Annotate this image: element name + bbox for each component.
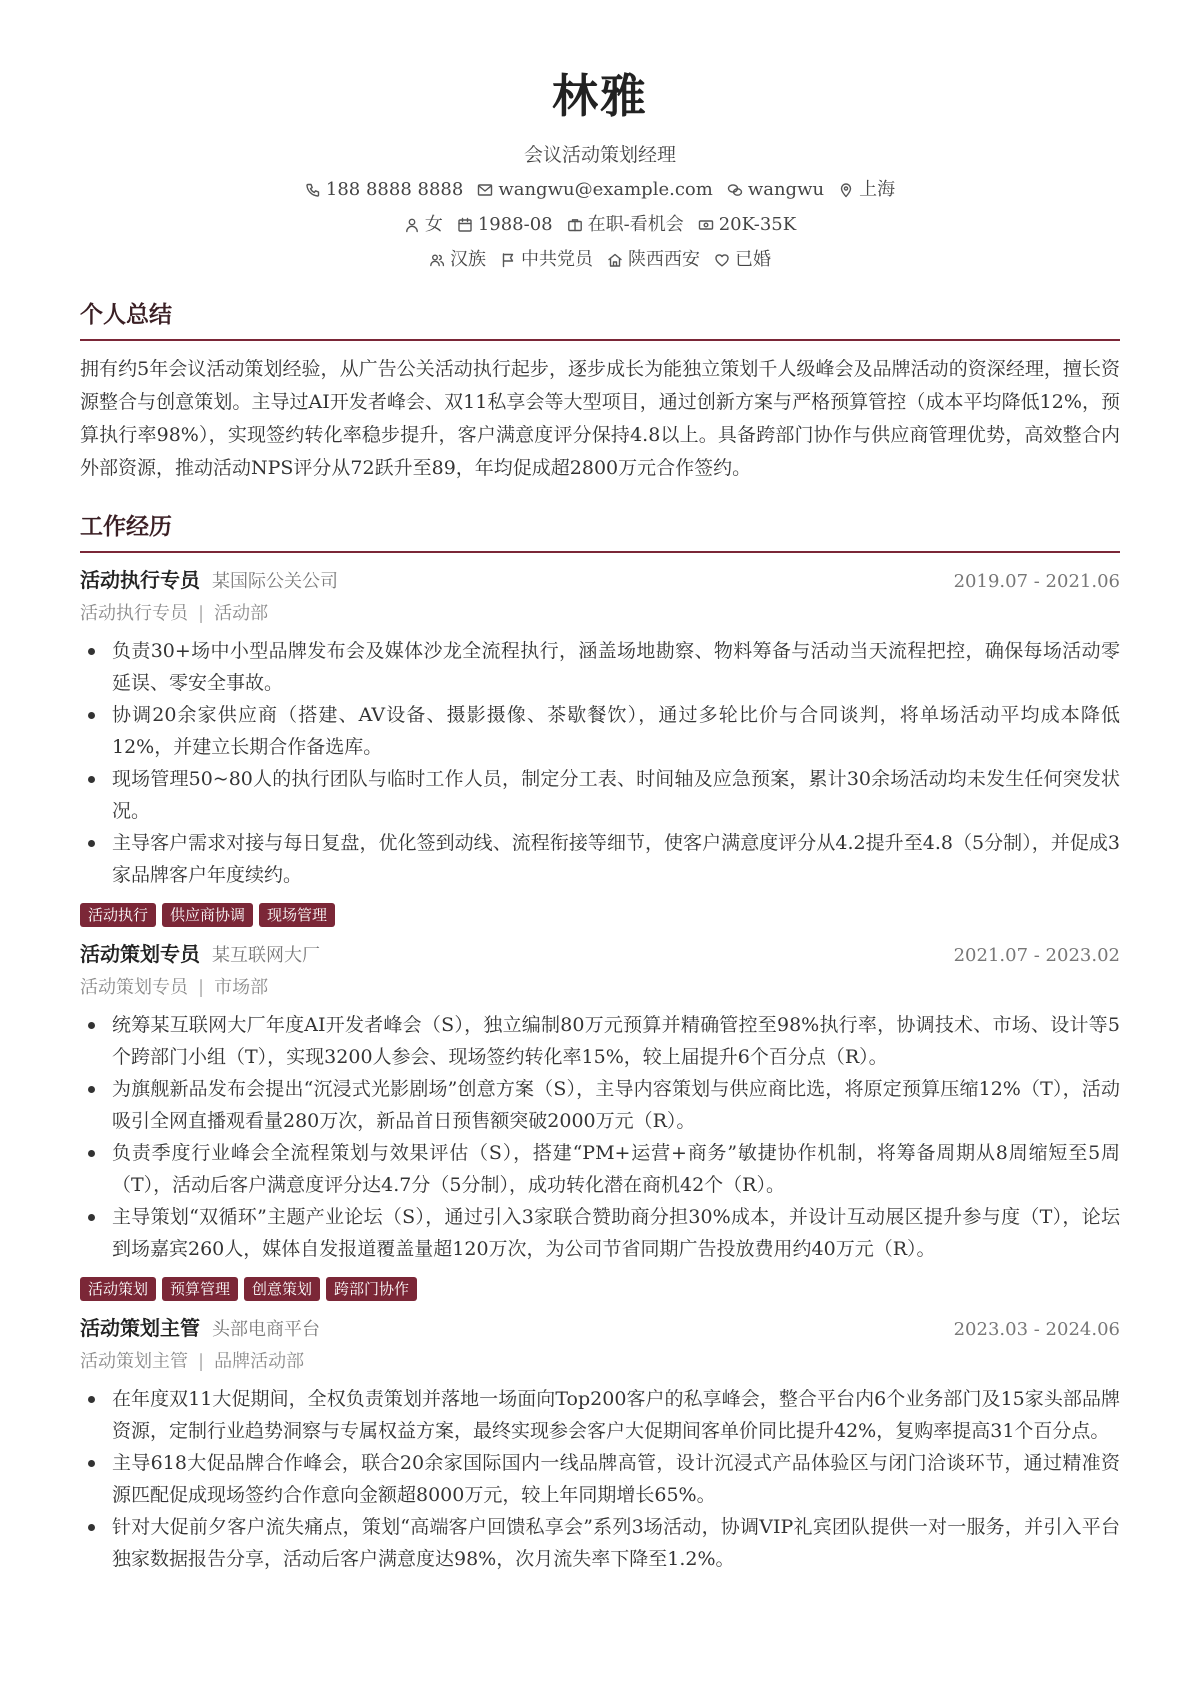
- info-item: [305, 177, 463, 203]
- job-header: [80, 939, 1120, 971]
- skill-tag: 供应商协调: [162, 903, 253, 927]
- info-item: [838, 177, 895, 203]
- job-header: [80, 1313, 1120, 1345]
- separator: |: [198, 603, 205, 624]
- skill-tags: [80, 1277, 1120, 1301]
- job-entry: [80, 565, 1120, 927]
- job-header: [80, 565, 1120, 597]
- info-item: [477, 177, 713, 203]
- bullet-list: [80, 1009, 1120, 1265]
- info-item: [429, 247, 486, 273]
- job-entry: [80, 939, 1120, 1301]
- info-text: 在职-看机会: [587, 214, 684, 235]
- bullet-item: 在年度双11大促期间，全权负责策划并落地一场面向Top200客户的私享峰会，整合平台内6个业务部门及15家头部品牌资源，定制行业趋势洞察与专属权益方案，最终实现参会客户大促期间客单价同比提升42%，复购率提高31个百分点。: [80, 1383, 1120, 1447]
- bullet-item: 针对大促前夕客户流失痛点，策划“高端客户回馈私享会”系列3场活动，协调VIP礼宾团队提供一对一服务，并引入平台独家数据报告分享，活动后客户满意度达98%，次月流失率下降至1.2%。: [80, 1511, 1120, 1575]
- info-text: 陕西西安: [628, 249, 700, 270]
- info-text: 1988-08: [477, 214, 553, 235]
- job-heading: [80, 565, 338, 597]
- info-text: 女: [424, 214, 443, 235]
- money-icon: [698, 217, 714, 233]
- separator: |: [198, 1351, 205, 1372]
- location-icon: [838, 182, 854, 198]
- job-title: 活动策划专员: [80, 942, 200, 966]
- separator: |: [198, 977, 205, 998]
- info-item: [607, 247, 700, 273]
- section-heading: 个人总结: [80, 299, 1120, 341]
- skill-tag: 活动执行: [80, 903, 156, 927]
- heart-icon: [714, 252, 730, 268]
- section-heading: 工作经历: [80, 511, 1120, 553]
- job-role: 活动执行专员: [80, 603, 188, 624]
- info-item: [457, 212, 553, 238]
- mail-icon: [477, 182, 493, 198]
- bullet-item: 主导客户需求对接与每日复盘，优化签到动线、流程衔接等细节，使客户满意度评分从4.2提升至4.8（5分制），并促成3家品牌客户年度续约。: [80, 827, 1120, 891]
- info-text: 20K-35K: [718, 214, 797, 235]
- bullet-list: [80, 1383, 1120, 1575]
- job-subtitle: [80, 599, 1120, 629]
- job-entry: [80, 1313, 1120, 1575]
- personal-row: [80, 212, 1120, 238]
- experience-section: [80, 511, 1120, 1575]
- skill-tag: 活动策划: [80, 1277, 156, 1301]
- job-title: 活动执行专员: [80, 568, 200, 592]
- info-item: [404, 212, 443, 238]
- skill-tag: 跨部门协作: [326, 1277, 417, 1301]
- job-dates: 2019.07 - 2021.06: [953, 571, 1120, 592]
- info-item: [727, 177, 824, 203]
- company-name: 头部电商平台: [212, 1319, 320, 1340]
- job-dates: 2021.07 - 2023.02: [953, 945, 1120, 966]
- bullet-item: 协调20余家供应商（搭建、AV设备、摄影摄像、茶歇餐饮），通过多轮比价与合同谈判，将单场活动平均成本降低12%，并建立长期合作备选库。: [80, 699, 1120, 763]
- job-heading: [80, 1313, 320, 1345]
- info-text: 188 8888 8888: [325, 179, 464, 200]
- company-name: 某互联网大厂: [212, 945, 320, 966]
- background-row: [80, 247, 1120, 273]
- job-department: 活动部: [214, 603, 269, 624]
- bullet-item: 负责30+场中小型品牌发布会及媒体沙龙全流程执行，涵盖场地勘察、物料筹备与活动当天流程把控，确保每场活动零延误、零安全事故。: [80, 635, 1120, 699]
- job-department: 市场部: [214, 977, 269, 998]
- info-text: 中共党员: [521, 249, 593, 270]
- job-title: 活动策划主管: [80, 1316, 200, 1340]
- bullet-item: 主导618大促品牌合作峰会，联合20余家国际国内一线品牌高管，设计沉浸式产品体验区与闭门洽谈环节，通过精准资源匹配促成现场签约合作意向金额超8000万元，较上年同期增长65%。: [80, 1447, 1120, 1511]
- info-item: [714, 247, 771, 273]
- info-text: wangwu: [747, 179, 825, 200]
- job-target-title: 会议活动策划经理: [523, 144, 676, 166]
- company-name: 某国际公关公司: [212, 571, 338, 592]
- briefcase-icon: [567, 217, 583, 233]
- flag-icon: [500, 252, 516, 268]
- summary-text: 拥有约5年会议活动策划经验，从广告公关活动执行起步，逐步成长为能独立策划千人级峰会及品牌活动的资深经理，擅长资源整合与创意策划。主导过AI开发者峰会、双11私享会等大型项目，通过创新方案与严格预算管控（成本平均降低12%，预算执行率98%），实现签约转化率稳步提升，客户满意度评分保持4.8以上。具备跨部门协作与供应商管理优势，高效整合内外部资源，推动活动NPS评分从72跃升至89，年均促成超2800万元合作签约。: [80, 358, 1120, 479]
- group-icon: [429, 252, 445, 268]
- bullet-item: 为旗舰新品发布会提出“沉浸式光影剧场”创意方案（S），主导内容策划与供应商比选，将原定预算压缩12%（T），活动吸引全网直播观看量280万次，新品首日预售额突破2000万元（R）。: [80, 1073, 1120, 1137]
- phone-icon: [305, 182, 321, 198]
- job-subtitle: [80, 973, 1120, 1003]
- skill-tag: 预算管理: [162, 1277, 238, 1301]
- bullet-item: 负责季度行业峰会全流程策划与效果评估（S），搭建“PM+运营+商务”敏捷协作机制，将筹备周期从8周缩短至5周（T），活动后客户满意度评分达4.7分（5分制），成功转化潜在商机42个（R）。: [80, 1137, 1120, 1201]
- bullet-item: 统筹某互联网大厂年度AI开发者峰会（S），独立编制80万元预算并精确管控至98%执行率，协调技术、市场、设计等5个跨部门小组（T），实现3200人参会、现场签约转化率15%，较上届提升6个百分点（R）。: [80, 1009, 1120, 1073]
- home-icon: [607, 252, 623, 268]
- job-heading: [80, 939, 320, 971]
- contact-row: [80, 177, 1120, 203]
- skill-tags: [80, 903, 1120, 927]
- calendar-icon: [457, 217, 473, 233]
- job-subtitle: [80, 1347, 1120, 1377]
- info-text: 汉族: [450, 249, 486, 270]
- info-item: [500, 247, 593, 273]
- job-department: 品牌活动部: [214, 1351, 305, 1372]
- bullet-item: 主导策划“双循环”主题产业论坛（S），通过引入3家联合赞助商分担30%成本，并设计互动展区提升参与度（T），论坛到场嘉宾260人，媒体自发报道覆盖量超120万次，为公司节省同期广告投放费用约40万元（R）。: [80, 1201, 1120, 1265]
- bullet-list: [80, 635, 1120, 891]
- summary-section: [80, 299, 1120, 485]
- info-item: [698, 212, 796, 238]
- job-role: 活动策划专员: [80, 977, 188, 998]
- candidate-name: 林雅: [552, 69, 648, 123]
- skill-tag: 创意策划: [244, 1277, 320, 1301]
- job-dates: 2023.03 - 2024.06: [953, 1319, 1120, 1340]
- skill-tag: 现场管理: [259, 903, 335, 927]
- job-role: 活动策划主管: [80, 1351, 188, 1372]
- info-text: 已婚: [735, 249, 771, 270]
- wechat-icon: [727, 182, 743, 198]
- person-icon: [404, 217, 420, 233]
- resume-header: [80, 0, 1120, 273]
- info-text: 上海: [859, 179, 896, 200]
- info-text: wangwu@example.com: [498, 179, 713, 200]
- info-item: [567, 212, 684, 238]
- bullet-item: 现场管理50~80人的执行团队与临时工作人员，制定分工表、时间轴及应急预案，累计30余场活动均未发生任何突发状况。: [80, 763, 1120, 827]
- job-list: [80, 565, 1120, 1575]
